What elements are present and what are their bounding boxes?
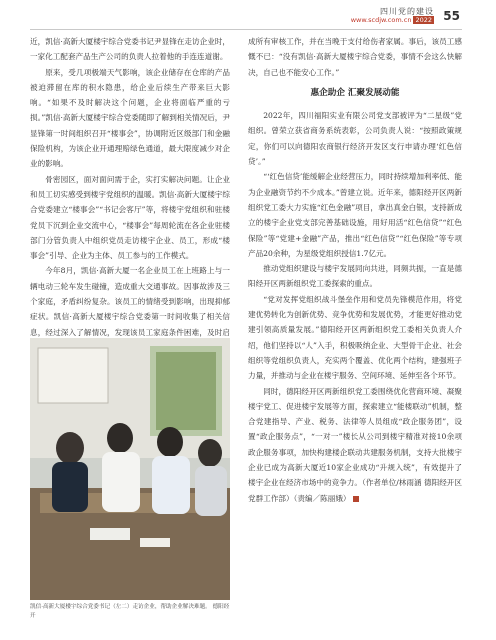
paragraph: 成所有审核工作，并在当晚于支付给伤者家属。事后，该员工感慨不已：“没有凯信·高新大厦楼宇综合党委，事情不会这么快解决，自己也不能安心工作。” xyxy=(248,37,462,77)
magazine-url xyxy=(351,16,434,24)
paragraph: “党对发挥党组织战斗堡垒作用和党员先锋模范作用，将党建优势转化为创新优势、竞争优势和发展优势，才能更好推动党建引领高质量发展。”德阳经开区两新组织党工委相关负责人介绍，他们坚持以“人”入手，积极吸纳企业、大型骨干企业、社会组织等党组织负责人，充实两个覆盖、优化两个结构，建强班子力量，并推动与企业在楼宇服务、空间环境、延伸至各个环节。 xyxy=(248,294,462,381)
paragraph: 原来，受几项极端天气影响，该企业储存在仓库的产品被迫滞留在库的积水隐患，给企业后续生产带来巨大影响。“如果不及时解决这个问题，企业将面临严重的亏损。”凯信·高新大厦楼宇综合党委随即了解到相关情况后，尹显锋第一时间组织召开“楼事会”，协调附近区级部门和金融保险机构，为该企业开通理赔绿色通道，最大限度减少对企业的影响。 xyxy=(30,67,230,169)
caption-text: 凯信·高新大厦楼宇综合党委书记（左二）走访企业，帮助企业解决难题。 xyxy=(30,604,211,610)
photo-caption xyxy=(30,603,230,621)
paragraph: 推动党组织建设与楼宇发展同向共进，同频共振，一直是德阳经开区两新组织党工委探索的重点。 xyxy=(248,264,462,289)
photo-credit: 德阳经开 xyxy=(30,604,230,619)
issue-year: 2022 xyxy=(415,16,432,24)
magazine-title: 四川党的建设 xyxy=(380,7,434,16)
url-text: www.scdjw.com.cn xyxy=(350,16,412,24)
page-header xyxy=(0,0,496,28)
right-column xyxy=(248,34,462,506)
section-heading: 惠企助企 汇聚发展动能 xyxy=(310,87,400,98)
header-divider xyxy=(30,29,462,30)
paragraph: 2022年，四川福阳实业有限公司党支部被评为“二星级”党组织。曾荣立获省商务系统表彰，公司负责人说：“按照政策规定，你们可以向德阳农商银行经济开发区支行申请办理‘红色信贷’。” xyxy=(248,111,462,167)
end-mark-icon xyxy=(353,496,359,502)
office-meeting-photo xyxy=(30,338,230,600)
paragraph: 骨密园区，面对面问需于企，实打实解决问题。让企业和员工切实感受到楼宇党组织的温暖。凯信·高新大厦楼宇综合党委建立“楼事会”“书记会客厅”等，将楼宇党组织和驻楼党员下沉到企业交流中心，“楼事会”每周轮流在各企业驻楼部门分管负责人中组织党员走访楼宇企业、员工，形成“楼事会”引导、企业为主体、员工参与的工作模式。 xyxy=(30,174,230,261)
paragraph: 近，凯信·高新大厦楼宇综合党委书记尹显锋在走访企业时，一家化工配套产品生产公司的负责人拉着他的手连连道谢。 xyxy=(30,37,230,62)
paragraph-text: 同时，德阳经开区两新组织党工委围绕优化营商环境、凝聚楼宇党工、促进楼宇发展等方面，探索建立“能楼联动”机制，整合党建指导、产业、税务、法律等人员组成“政企服务团”，设置“政企服务点”，“一对一”楼长从公司到楼宇精准对接10余项政企服务事项，加快构建楼企联动共建服务机制，支持大批楼宇企业已成为高新大厦近10家企业成功“升规入统”，有效提升了楼宇企业在经济市场中的竞争力。（作者单位/林雨涵 德阳经开区党群工作部）（责编／陈丽娥） xyxy=(248,386,462,503)
paragraph: “‘红色信贷’能缓解企业经营压力，同时持续增加利率低、能为企业融资节约不少成本。”曾建立说。近年来，德阳经开区两新组织党工委大力实施“红色金融”项目，拿出真金白银，支持新成立的楼宇企业党支部完善基础设施，用好用活“红色信贷”“红色保险”等“党建+金融”产品，推出“红色信贷”“红色保险”等专项产品20余种，为星级党组织授信1.7亿元。 xyxy=(248,172,462,258)
article-photo xyxy=(30,338,230,600)
paragraph: 今年8月，凯信·高新大厦一名企业员工在上班路上与一辆电动三轮车发生碰撞，造成重大交通事故。因事故涉及三个家庭，矛盾纠纷复杂。该员工的情绪受到影响，出现抑郁症状。凯信·高新大厦楼宇综合党委第一时间收集了相关信息，经过深入了解情况，发现该员工家庭条件困难，及时启 xyxy=(30,266,230,337)
page-number: 55 xyxy=(443,9,460,23)
paragraph-last xyxy=(248,384,462,506)
